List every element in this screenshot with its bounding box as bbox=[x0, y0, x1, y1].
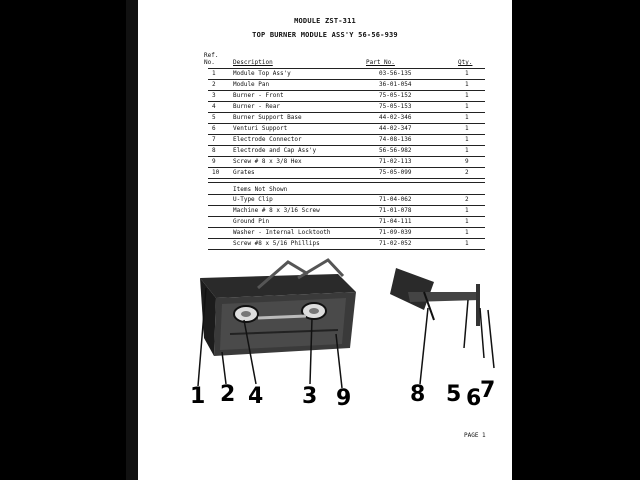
items-not-shown-heading: Items Not Shown bbox=[233, 186, 288, 193]
burner-support-drawing bbox=[390, 268, 494, 368]
parts-row: 10 Grates 75-05-099 2 bbox=[208, 168, 485, 179]
parts-row: 9 Screw # 8 x 3/8 Hex 71-02-113 9 bbox=[208, 157, 485, 168]
burner-module-illustration bbox=[138, 248, 512, 418]
qty-header: Qty. bbox=[458, 59, 473, 66]
parts-row: 2 Module Pan 36-01-054 1 bbox=[208, 80, 485, 91]
parts-row: 1 Module Top Ass'y 03-56-135 1 bbox=[208, 69, 485, 80]
assembly-title: TOP BURNER MODULE ASS'Y 56-56-939 bbox=[252, 31, 398, 39]
description-header: Description bbox=[233, 59, 273, 66]
parts-row: 3 Burner - Front 75-05-152 1 bbox=[208, 91, 485, 102]
callout-6: 6 bbox=[466, 386, 482, 411]
module-title: MODULE ZST-311 bbox=[294, 17, 356, 25]
not-shown-row: Ground Pin 71-04-111 1 bbox=[208, 217, 485, 228]
page-number: PAGE 1 bbox=[464, 432, 486, 439]
parts-row: 7 Electrode Connector 74-08-136 1 bbox=[208, 135, 485, 146]
parts-row: 4 Burner - Rear 75-05-153 1 bbox=[208, 102, 485, 113]
callout-3: 3 bbox=[302, 384, 318, 409]
part-no-header: Part No. bbox=[366, 59, 395, 66]
callout-2: 2 bbox=[220, 382, 236, 407]
callout-4: 4 bbox=[248, 384, 264, 409]
parts-row: 8 Electrode and Cap Ass'y 56-56-982 1 bbox=[208, 146, 485, 157]
scan-edge bbox=[126, 0, 138, 480]
parts-row: 5 Burner Support Base 44-02-346 1 bbox=[208, 113, 485, 124]
callout-5: 5 bbox=[446, 382, 462, 407]
callout-1: 1 bbox=[190, 384, 206, 409]
module-top-drawing bbox=[200, 260, 356, 356]
not-shown-row: Screw #8 x 5/16 Phillips 71-02-052 1 bbox=[208, 239, 485, 250]
parts-list-page bbox=[138, 0, 512, 480]
not-shown-row: Machine # 8 x 3/16 Screw 71-01-078 1 bbox=[208, 206, 485, 217]
callout-7: 7 bbox=[480, 378, 496, 403]
ref-header: Ref. No. bbox=[204, 52, 219, 66]
parts-row: 6 Venturi Support 44-02-347 1 bbox=[208, 124, 485, 135]
callout-8: 8 bbox=[410, 382, 426, 407]
not-shown-row: U-Type Clip 71-04-062 2 bbox=[208, 195, 485, 206]
callout-9: 9 bbox=[336, 386, 352, 411]
section-rule bbox=[208, 182, 485, 183]
not-shown-row: Washer - Internal Locktooth 71-09-039 1 bbox=[208, 228, 485, 239]
